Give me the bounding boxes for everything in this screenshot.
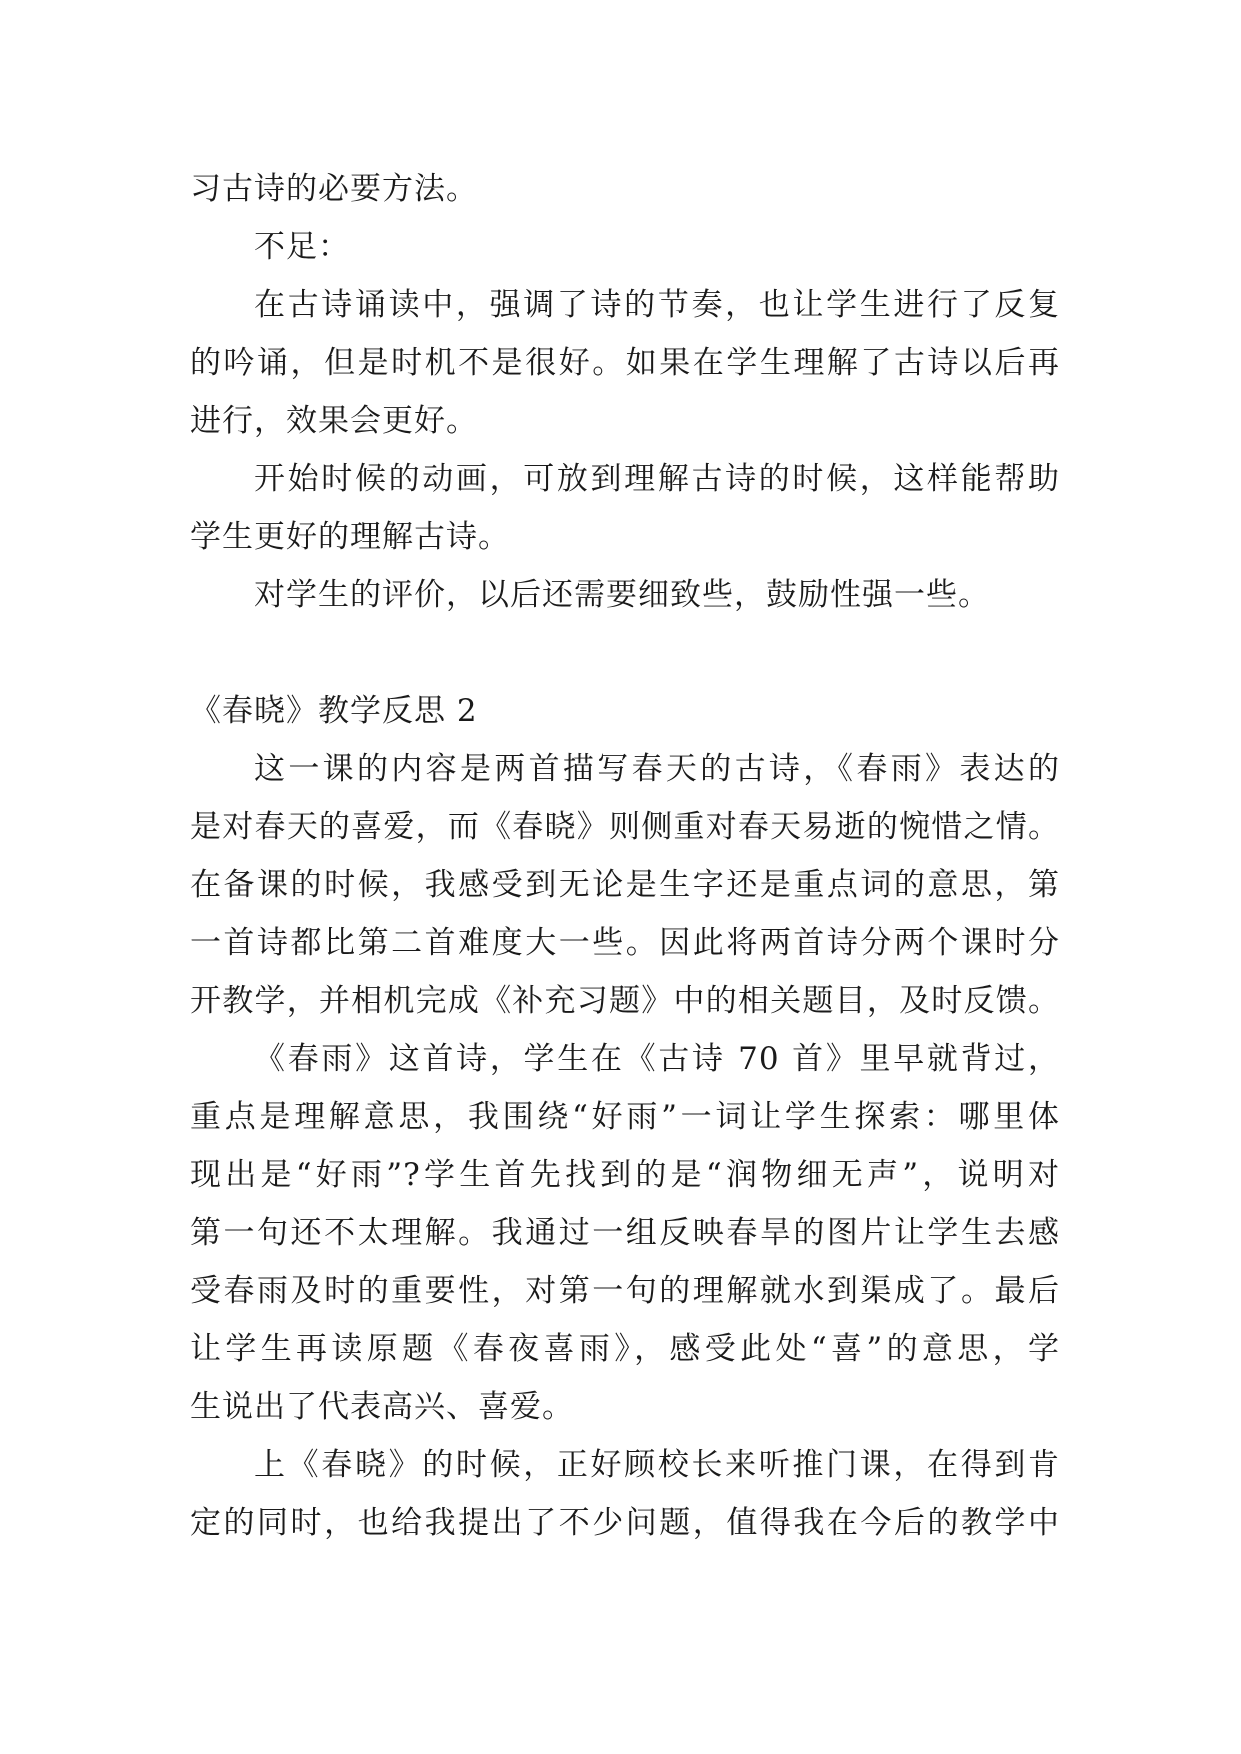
paragraph [190, 1030, 1060, 1436]
text-line: 开始时候的动画，可放到理解古诗的时候，这样能帮助 [254, 461, 1060, 497]
text-line: 《春雨》这首诗，学生在《古诗 70 首》里早就背过， [254, 1041, 1060, 1077]
text-line: 受春雨及时的重要性，对第一句的理解就水到渠成了。最后 [190, 1273, 1060, 1309]
text-line: 定的同时，也给我提出了不少问题，值得我在今后的教学中 [190, 1505, 1060, 1541]
text-line: 这一课的内容是两首描写春天的古诗，《春雨》表达的 [254, 751, 1060, 787]
paragraph [190, 1436, 1060, 1552]
paragraph [190, 450, 1060, 566]
text-line: 生说出了代表高兴、喜爱。 [190, 1389, 574, 1425]
text-line: 上《春晓》的时候，正好顾校长来听推门课，在得到肯 [254, 1447, 1060, 1483]
text-line: 是对春天的喜爱，而《春晓》则侧重对春天易逝的惋惜之情。 [190, 809, 1060, 845]
paragraph [190, 276, 1060, 450]
text-line: 的吟诵，但是时机不是很好。如果在学生理解了古诗以后再 [190, 345, 1060, 381]
document-page [190, 160, 1060, 1552]
shortcoming-label: 不足： [254, 229, 350, 265]
section-spacer [190, 624, 1060, 682]
paragraph [190, 740, 1060, 1030]
text-line: 在备课的时候，我感受到无论是生字还是重点词的意思，第 [190, 867, 1060, 903]
text-line: 重点是理解意思，我围绕“好雨”一词让学生探索：哪里体 [190, 1099, 1060, 1135]
paragraph [190, 566, 1060, 624]
text-line: 习古诗的必要方法。 [190, 171, 478, 207]
text-line: 对学生的评价，以后还需要细致些，鼓励性强一些。 [254, 577, 990, 613]
text-line: 学生更好的理解古诗。 [190, 519, 510, 555]
text-line: 进行，效果会更好。 [190, 403, 478, 439]
text-line: 现出是“好雨”?学生首先找到的是“润物细无声”，说明对 [190, 1157, 1060, 1193]
section-title: 《春晓》教学反思 2 [190, 693, 478, 729]
text-line: 一首诗都比第二首难度大一些。因此将两首诗分两个课时分 [190, 925, 1060, 961]
text-line: 第一句还不太理解。我通过一组反映春旱的图片让学生去感 [190, 1215, 1060, 1251]
text-line: 在古诗诵读中，强调了诗的节奏，也让学生进行了反复 [254, 287, 1060, 323]
text-line: 让学生再读原题《春夜喜雨》，感受此处“喜”的意思，学 [190, 1331, 1060, 1367]
text-line: 开教学，并相机完成《补充习题》中的相关题目，及时反馈。 [190, 983, 1060, 1019]
